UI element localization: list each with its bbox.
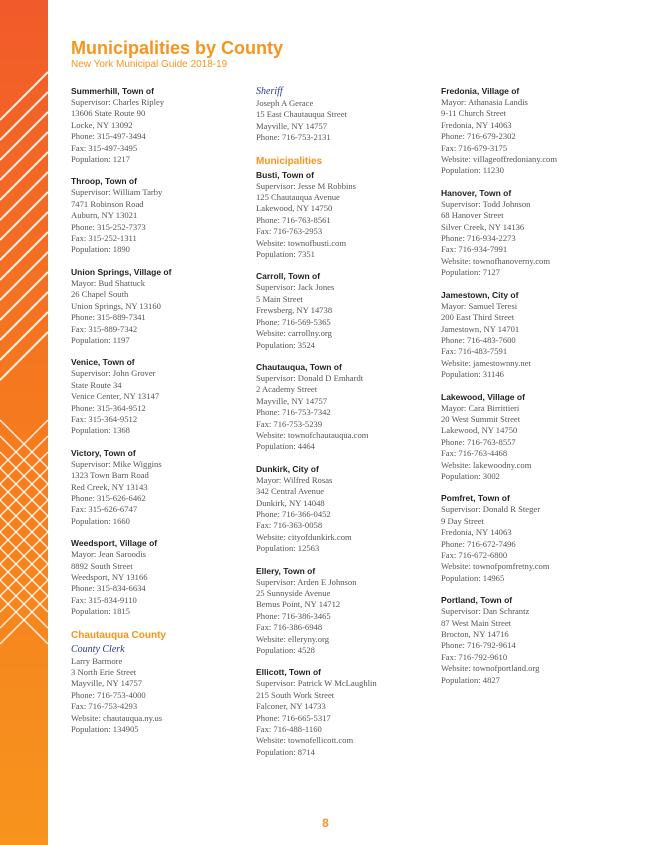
municipality-name: Ellicott, Town of	[256, 667, 321, 678]
entry-detail-line: Silver Creek, NY 14136	[441, 221, 525, 232]
entry-detail-line: Red Creek, NY 13143	[71, 481, 148, 492]
municipality-entry	[256, 271, 436, 350]
municipality-entry	[256, 667, 436, 758]
entry-detail-line: Phone: 315-497-3494	[71, 131, 146, 142]
entry-detail-line: Jamestown, NY 14701	[441, 323, 520, 334]
entry-detail-line: Website: elleryny.org	[256, 633, 330, 644]
municipality-entry	[71, 357, 251, 436]
entry-detail-line: Population: 1217	[71, 154, 130, 165]
entry-detail-line: Frewsberg, NY 14738	[256, 305, 333, 316]
entry-detail-line: Supervisor: William Tarby	[71, 187, 163, 198]
entry-detail-line: Population: 1815	[71, 606, 130, 617]
entry-detail-line: Supervisor: Todd Johnson	[441, 198, 531, 209]
entry-detail-line: Mayville, NY 14757	[256, 395, 328, 406]
column-3	[441, 86, 621, 697]
entry-detail-line: Supervisor: Charles Ripley	[71, 97, 165, 107]
entry-detail-line: Phone: 716-483-7600	[441, 334, 516, 345]
entry-detail-line: Population: 7127	[441, 267, 500, 278]
entry-detail-line: Population: 8714	[256, 746, 315, 757]
entry-detail-line: Phone: 716-366-0452	[256, 508, 331, 519]
municipality-entry	[256, 362, 436, 453]
municipality-entry	[71, 86, 251, 165]
entry-detail-line: Fax: 315-364-9512	[71, 413, 138, 424]
entry-detail-line: Lakewood, NY 14750	[441, 425, 518, 436]
entry-detail-line: Phone: 716-753-4000	[71, 689, 146, 700]
entry-detail-line: Website: townofhanoverny.com	[441, 255, 551, 266]
entry-detail-line: Website: cityofdunkirk.com	[256, 531, 352, 542]
entry-detail-line: Population: 1890	[71, 244, 130, 255]
entry-detail-line: Population: 4464	[256, 441, 315, 452]
entry-detail-line: Phone: 716-763-8561	[256, 214, 331, 225]
municipality-name: Victory, Town of	[71, 447, 136, 458]
municipality-name: Lakewood, Village of	[441, 391, 525, 402]
entry-detail-line: Fax: 716-483-7591	[441, 346, 508, 357]
entry-detail-line: Weedsport, NY 13166	[71, 572, 148, 582]
municipality-entry	[441, 86, 621, 177]
entry-detail-line: 9 Day Street	[441, 515, 484, 526]
municipality-entry	[71, 267, 251, 346]
entry-detail-line: 7471 Robinson Road	[71, 198, 144, 209]
municipality-entry	[71, 448, 251, 527]
entry-detail-line: Joseph A Gerace	[256, 98, 314, 108]
entry-detail-line: 125 Chautauqua Avenue	[256, 192, 340, 203]
entry-detail-line: Fax: 716-753-4293	[71, 701, 138, 712]
entry-detail-line: Phone: 315-252-7373	[71, 221, 146, 232]
entry-detail-line: Phone: 716-792-9614	[441, 640, 516, 651]
municipality-entry	[256, 464, 436, 555]
role-heading: County Clerk	[71, 643, 125, 655]
entry-detail-line: Supervisor: John Grover	[71, 368, 156, 379]
page-subtitle: New York Municipal Guide 2018-19	[71, 59, 228, 70]
entry-detail-line: Fax: 716-763-4468	[441, 448, 508, 459]
entry-detail-line: Population: 12563	[256, 543, 320, 554]
entry-detail-line: Website: villageoffredoniany.com	[441, 154, 558, 165]
page-number: 8	[322, 816, 329, 830]
entry-detail-line: Supervisor: Dan Schrantz	[441, 606, 530, 617]
entry-detail-line: Fax: 716-753-5239	[256, 418, 323, 429]
entry-detail-line: Fredonia, NY 14063	[441, 527, 512, 538]
municipality-name: Pomfret, Town of	[441, 493, 510, 504]
entry-detail-line: 2 Academy Street	[256, 384, 318, 395]
municipality-name: Union Springs, Village of	[71, 266, 172, 277]
section-heading: Chautauqua County	[71, 629, 166, 641]
entry-detail-line: Fax: 315-626-6747	[71, 504, 138, 515]
entry-detail-line: Fax: 716-488-1160	[256, 724, 322, 735]
entry-detail-line: Website: lakewoodny.com	[441, 459, 532, 470]
municipality-entry	[441, 290, 621, 381]
entry-detail-line: Fax: 716-363-0058	[256, 520, 323, 531]
entry-detail-line: 200 East Third Street	[441, 312, 515, 323]
entry-detail-line: Mayor: Athanasia Landis	[441, 97, 528, 107]
entry-detail-line: Auburn, NY 13021	[71, 210, 138, 221]
municipality-entry	[441, 493, 621, 584]
entry-detail-line: Mayor: Cara Birrittieri	[441, 402, 520, 413]
entry-detail-line: 8892 South Street	[71, 560, 133, 571]
entry-detail-line: Population: 3002	[441, 470, 500, 481]
entry-detail-line: Population: 4528	[256, 645, 315, 656]
entry-detail-line: Population: 11230	[441, 165, 504, 176]
entry-detail-line: 215 South Work Street	[256, 689, 335, 700]
entry-detail-line: Supervisor: Arden E Johnson	[256, 576, 357, 587]
municipality-name: Fredonia, Village of	[441, 86, 520, 96]
municipality-name: Hanover, Town of	[441, 187, 512, 198]
entry-detail-line: Website: carrollny.org	[256, 328, 332, 339]
entry-detail-line: 3 North Erie Street	[71, 667, 137, 678]
entry-detail-line: Larry Barmore	[71, 655, 123, 666]
entry-detail-line: Phone: 315-626-6462	[71, 492, 146, 503]
entry-detail-line: Fax: 716-386-6948	[256, 622, 323, 633]
entry-detail-line: Phone: 716-679-2302	[441, 131, 516, 142]
entry-detail-line: Phone: 716-934-2273	[441, 233, 516, 244]
municipality-name: Venice, Town of	[71, 357, 135, 368]
entry-detail-line: Population: 3524	[256, 339, 315, 350]
section-heading: Municipalities	[256, 155, 323, 167]
entry-detail-line: Website: townofbusti.com	[256, 237, 347, 248]
page-header	[71, 38, 283, 70]
entry-detail-line: Website: jamestownny.net	[441, 357, 531, 368]
entry-detail-line: Phone: 716-763-8557	[441, 436, 516, 447]
entry-detail-line: Phone: 716-386-3465	[256, 610, 331, 621]
entry-detail-line: Phone: 315-889-7341	[71, 312, 146, 323]
entry-detail-line: Fax: 716-679-3175	[441, 142, 508, 153]
entry-detail-line: Fax: 315-834-9110	[71, 594, 137, 605]
entry-detail-line: Population: 4827	[441, 674, 500, 685]
entry-detail-line: Fredonia, NY 14063	[441, 119, 512, 130]
entry-detail-line: Locke, NY 13092	[71, 119, 133, 130]
entry-detail-line: Supervisor: Patrick W McLaughlin	[256, 678, 377, 689]
entry-detail-line: Venice Center, NY 13147	[71, 391, 160, 402]
entry-detail-line: Population: 14965	[441, 572, 505, 583]
municipality-name: Portland, Town of	[441, 595, 513, 606]
entry-detail-line: 9-11 Church Street	[441, 108, 507, 119]
municipality-name: Chautauqua, Town of	[256, 361, 342, 372]
entry-detail-line: Supervisor: Donald D Emhardt	[256, 372, 364, 383]
municipality-name: Throop, Town of	[71, 176, 137, 187]
entry-detail-line: Lakewood, NY 14750	[256, 203, 333, 214]
municipality-name: Weedsport, Village of	[71, 538, 158, 549]
entry-detail-line: State Route 34	[71, 379, 122, 390]
entry-detail-line: Phone: 716-569-5365	[256, 316, 331, 327]
entry-detail-line: Population: 31146	[441, 369, 504, 380]
entry-detail-line: Fax: 716-672-6800	[441, 550, 508, 560]
municipality-name: Ellery, Town of	[256, 565, 316, 576]
entry-detail-line: Supervisor: Mike Wiggins	[71, 458, 162, 469]
entry-detail-line: Supervisor: Jesse M Robbins	[256, 180, 357, 191]
entry-detail-line: Website: townofellicott.com	[256, 735, 354, 746]
entry-detail-line: Fax: 716-934-7991	[441, 244, 508, 255]
municipality-entry	[71, 656, 251, 736]
entry-detail-line: Website: townofportland.org	[441, 663, 540, 674]
entry-detail-line: Fax: 716-763-2953	[256, 226, 323, 237]
entry-detail-line: 5 Main Street	[256, 293, 303, 304]
municipality-entry	[441, 392, 621, 483]
entry-detail-line: 1323 Town Barn Road	[71, 470, 149, 481]
entry-detail-line: Dunkirk, NY 14048	[256, 497, 325, 508]
entry-detail-line: Falconer, NY 14733	[256, 701, 326, 712]
entry-detail-line: 13606 State Route 90	[71, 108, 146, 119]
entry-detail-line: 25 Sunnyside Avenue	[256, 588, 331, 598]
entry-detail-line: Website: townofchautauqua.com	[256, 429, 369, 440]
entry-detail-line: Bemus Point, NY 14712	[256, 599, 341, 610]
entry-detail-line: Phone: 716-753-2131	[256, 132, 331, 143]
entry-detail-line: Population: 1660	[71, 515, 130, 526]
diagonal-stripes-pattern-icon	[0, 0, 48, 845]
municipality-name: Summerhill, Town of	[71, 86, 154, 96]
entry-detail-line: Mayville, NY 14757	[256, 120, 328, 131]
page-title: Municipalities by County	[71, 38, 284, 58]
municipality-entry	[256, 566, 436, 657]
entry-detail-line: 20 West Summit Street	[441, 413, 521, 424]
role-heading: Sheriff	[256, 86, 283, 97]
entry-detail-line: 87 West Main Street	[441, 617, 512, 628]
entry-detail-line: 68 Hanover Street	[441, 210, 504, 221]
entry-detail-line: Phone: 716-665-5317	[256, 712, 331, 723]
entry-detail-line: Phone: 716-753-7342	[256, 407, 331, 418]
column-1	[71, 86, 251, 746]
municipality-entry	[256, 98, 436, 144]
municipality-entry	[441, 595, 621, 686]
municipality-name: Carroll, Town of	[256, 271, 321, 282]
entry-detail-line: Population: 134905	[71, 724, 139, 735]
column-2	[256, 86, 436, 769]
municipality-entry	[71, 538, 251, 617]
entry-detail-line: Fax: 315-252-1311	[71, 233, 137, 244]
municipality-name: Busti, Town of	[256, 169, 314, 180]
entry-detail-line: Mayville, NY 14757	[71, 678, 143, 689]
entry-detail-line: 342 Central Avenue	[256, 486, 325, 497]
entry-detail-line: Phone: 716-672-7496	[441, 538, 516, 549]
entry-detail-line: Union Springs, NY 13160	[71, 300, 161, 311]
entry-detail-line: Population: 7351	[256, 249, 315, 260]
municipality-entry	[256, 170, 436, 261]
entry-detail-line: Supervisor: Jack Jones	[256, 282, 335, 293]
municipality-entry	[71, 176, 251, 255]
entry-detail-line: 26 Chapel South	[71, 289, 129, 300]
municipality-entry	[441, 188, 621, 279]
entry-detail-line: Mayor: Bud Shattuck	[71, 277, 145, 288]
entry-detail-line: Mayor: Wilfred Rosas	[256, 474, 333, 485]
entry-detail-line: Population: 1197	[71, 334, 130, 345]
municipality-name: Jamestown, City of	[441, 289, 519, 300]
entry-detail-line: Brocton, NY 14716	[441, 629, 509, 640]
entry-detail-line: Mayor: Jean Saroodis	[71, 549, 146, 560]
entry-detail-line: Phone: 315-364-9512	[71, 402, 146, 413]
municipality-name: Dunkirk, City of	[256, 463, 319, 474]
entry-detail-line: Website: townofpomfretny.com	[441, 561, 550, 572]
entry-detail-line: Phone: 315-834-6634	[71, 583, 146, 594]
entry-detail-line: 15 East Chautauqua Street	[256, 109, 347, 120]
entry-detail-line: Fax: 315-497-3495	[71, 142, 138, 153]
decorative-sidebar	[0, 0, 48, 845]
entry-detail-line: Mayor: Samuel Teresi	[441, 300, 518, 311]
entry-detail-line: Website: chautauqua.ny.us	[71, 712, 163, 723]
entry-detail-line: Supervisor: Donald R Steger	[441, 504, 541, 515]
entry-detail-line: Population: 1368	[71, 425, 130, 436]
entry-detail-line: Fax: 315-889-7342	[71, 323, 138, 334]
entry-detail-line: Fax: 716-792-9610	[441, 651, 508, 662]
